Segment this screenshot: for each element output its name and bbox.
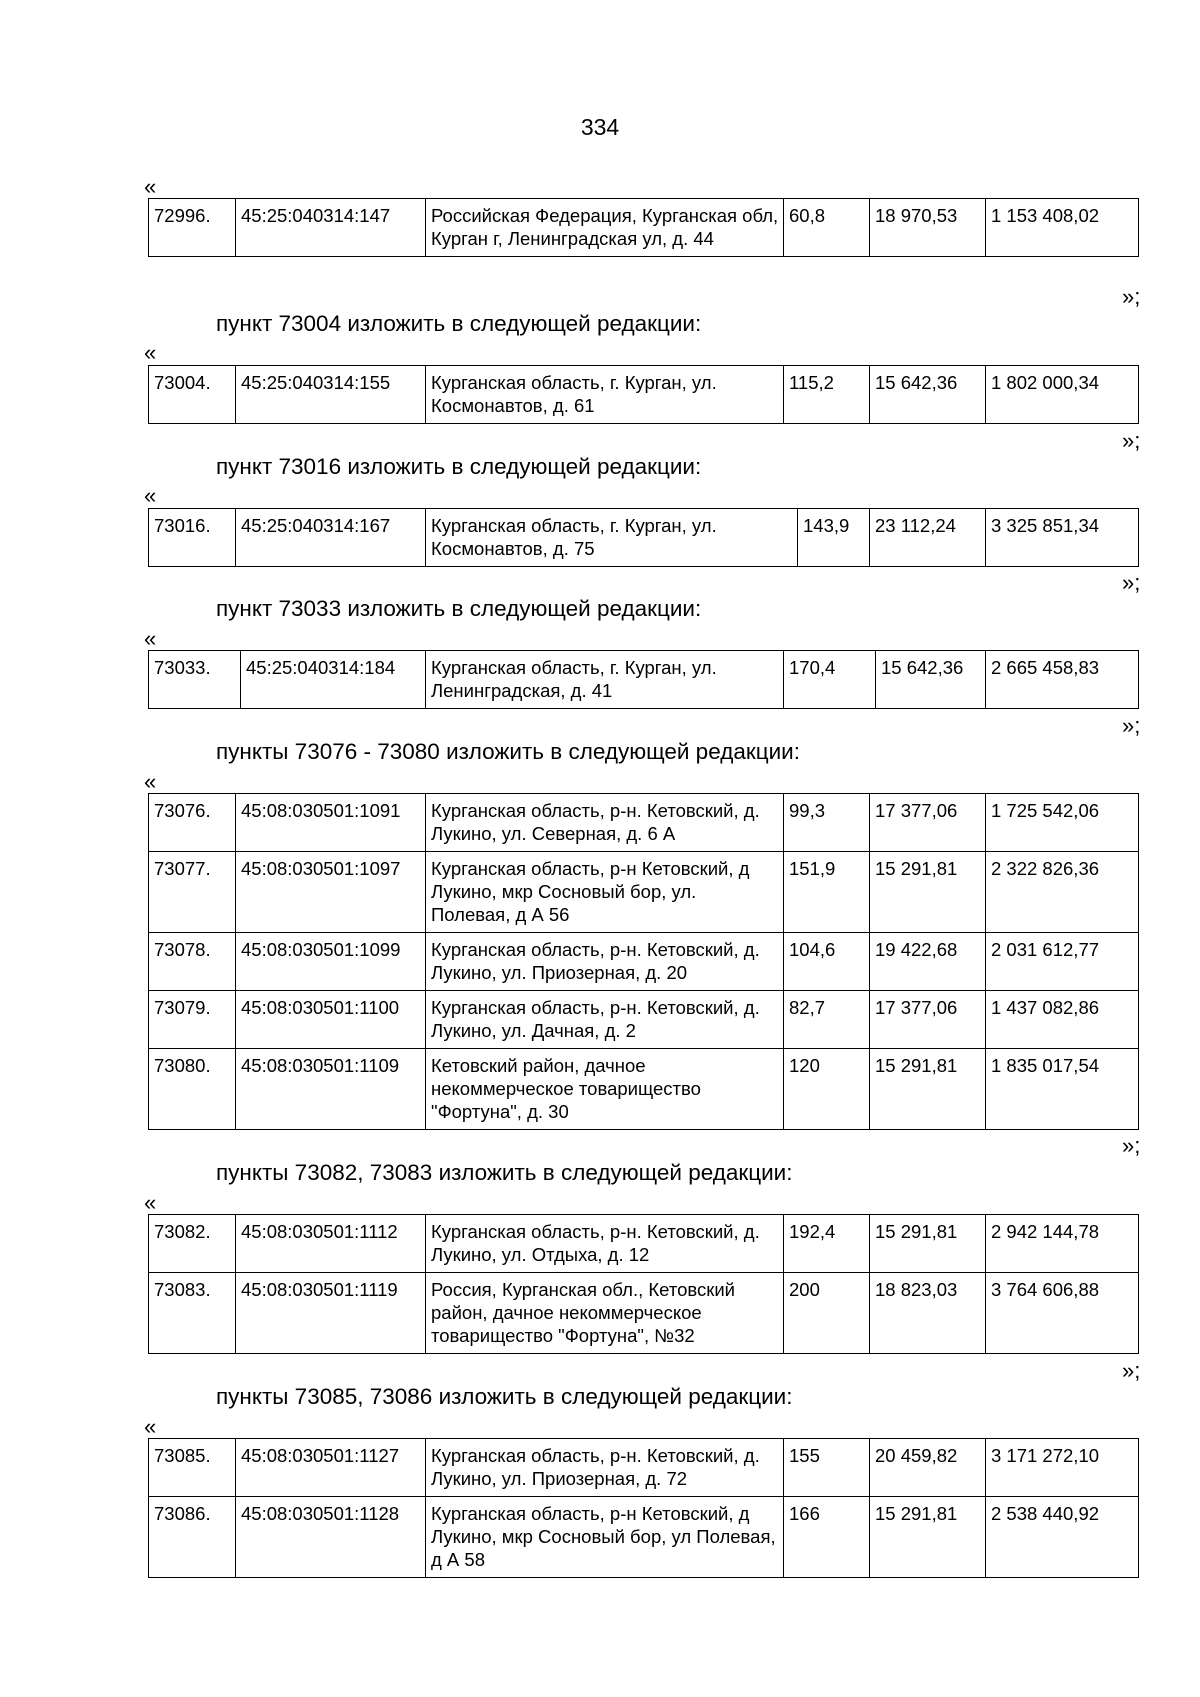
cadastral-number: 45:25:040314:155 xyxy=(236,366,426,424)
open-quote: « xyxy=(144,769,157,794)
area: 60,8 xyxy=(784,199,870,257)
open-quote: « xyxy=(144,1190,157,1215)
record-table xyxy=(148,508,1139,567)
cadastral-number: 45:08:030501:1091 xyxy=(236,794,426,852)
specific-cadastral-value: 15 291,81 xyxy=(870,1497,986,1578)
cadastral-number: 45:25:040314:184 xyxy=(241,651,426,709)
specific-cadastral-value: 20 459,82 xyxy=(870,1439,986,1497)
table-row xyxy=(149,933,1139,991)
area: 192,4 xyxy=(784,1215,870,1273)
specific-cadastral-value: 17 377,06 xyxy=(870,794,986,852)
table-row xyxy=(149,852,1139,933)
record-table xyxy=(148,1438,1139,1578)
open-quote: « xyxy=(144,1414,157,1439)
cadastral-value: 3 171 272,10 xyxy=(986,1439,1139,1497)
area: 155 xyxy=(784,1439,870,1497)
row-number: 73086. xyxy=(149,1497,236,1578)
amendment-instruction: пункт 73016 изложить в следующей редакции: xyxy=(216,454,702,479)
cadastral-value: 3 764 606,88 xyxy=(986,1273,1139,1354)
record-table xyxy=(148,650,1139,709)
address: Курганская область, р-н Кетовский, д Лукино, мкр Сосновый бор, ул Полевая, д А 58 xyxy=(426,1497,784,1578)
close-quote: »; xyxy=(1122,1358,1141,1383)
row-number: 72996. xyxy=(149,199,236,257)
specific-cadastral-value: 15 642,36 xyxy=(870,366,986,424)
specific-cadastral-value: 23 112,24 xyxy=(870,509,986,567)
amendment-instruction: пункты 73076 - 73080 изложить в следующей редакции: xyxy=(216,739,800,764)
cadastral-value: 2 538 440,92 xyxy=(986,1497,1139,1578)
row-number: 73085. xyxy=(149,1439,236,1497)
area: 166 xyxy=(784,1497,870,1578)
address: Курганская область, р-н. Кетовский, д. Лукино, ул. Северная, д. 6 А xyxy=(426,794,784,852)
specific-cadastral-value: 15 291,81 xyxy=(870,852,986,933)
area: 151,9 xyxy=(784,852,870,933)
row-number: 73078. xyxy=(149,933,236,991)
address: Курганская область, г. Курган, ул. Ленинградская, д. 41 xyxy=(426,651,784,709)
cadastral-number: 45:25:040314:167 xyxy=(236,509,426,567)
table-row xyxy=(149,199,1139,257)
specific-cadastral-value: 18 823,03 xyxy=(870,1273,986,1354)
record-table xyxy=(148,793,1139,1130)
cadastral-number: 45:08:030501:1128 xyxy=(236,1497,426,1578)
area: 120 xyxy=(784,1049,870,1130)
close-quote: »; xyxy=(1122,1133,1141,1158)
table-row xyxy=(149,991,1139,1049)
open-quote: « xyxy=(144,626,157,651)
row-number: 73080. xyxy=(149,1049,236,1130)
cadastral-value: 1 802 000,34 xyxy=(986,366,1139,424)
row-number: 73077. xyxy=(149,852,236,933)
close-quote: »; xyxy=(1122,570,1141,595)
area: 99,3 xyxy=(784,794,870,852)
row-number: 73016. xyxy=(149,509,236,567)
cadastral-number: 45:08:030501:1100 xyxy=(236,991,426,1049)
open-quote: « xyxy=(144,340,157,365)
amendment-instruction: пункт 73033 изложить в следующей редакции: xyxy=(216,596,702,621)
row-number: 73083. xyxy=(149,1273,236,1354)
address: Россия, Курганская обл., Кетовский район, дачное некоммерческое товарищество "Фортуна", №32 xyxy=(426,1273,784,1354)
cadastral-value: 2 031 612,77 xyxy=(986,933,1139,991)
address: Курганская область, р-н. Кетовский, д. Лукино, ул. Дачная, д. 2 xyxy=(426,991,784,1049)
address: Курганская область, г. Курган, ул. Космонавтов, д. 75 xyxy=(426,509,798,567)
record-table xyxy=(148,198,1139,257)
specific-cadastral-value: 17 377,06 xyxy=(870,991,986,1049)
area: 82,7 xyxy=(784,991,870,1049)
table-row xyxy=(149,651,1139,709)
cadastral-value: 1 153 408,02 xyxy=(986,199,1139,257)
cadastral-value: 2 665 458,83 xyxy=(986,651,1139,709)
cadastral-value: 3 325 851,34 xyxy=(986,509,1139,567)
table-row xyxy=(149,1049,1139,1130)
table-row xyxy=(149,366,1139,424)
cadastral-number: 45:08:030501:1109 xyxy=(236,1049,426,1130)
cadastral-value: 1 835 017,54 xyxy=(986,1049,1139,1130)
row-number: 73076. xyxy=(149,794,236,852)
specific-cadastral-value: 15 291,81 xyxy=(870,1215,986,1273)
open-quote: « xyxy=(144,174,157,199)
specific-cadastral-value: 15 291,81 xyxy=(870,1049,986,1130)
address: Курганская область, р-н. Кетовский, д. Лукино, ул. Приозерная, д. 20 xyxy=(426,933,784,991)
area: 104,6 xyxy=(784,933,870,991)
open-quote: « xyxy=(144,483,157,508)
area: 115,2 xyxy=(784,366,870,424)
row-number: 73004. xyxy=(149,366,236,424)
cadastral-value: 1 725 542,06 xyxy=(986,794,1139,852)
cadastral-number: 45:25:040314:147 xyxy=(236,199,426,257)
address: Курганская область, г. Курган, ул. Космонавтов, д. 61 xyxy=(426,366,784,424)
amendment-instruction: пункты 73085, 73086 изложить в следующей редакции: xyxy=(216,1384,793,1409)
cadastral-number: 45:08:030501:1112 xyxy=(236,1215,426,1273)
address: Кетовский район, дачное некоммерческое товарищество "Фортуна", д. 30 xyxy=(426,1049,784,1130)
cadastral-value: 2 942 144,78 xyxy=(986,1215,1139,1273)
record-table xyxy=(148,1214,1139,1354)
table-row xyxy=(149,1497,1139,1578)
specific-cadastral-value: 19 422,68 xyxy=(870,933,986,991)
table-row xyxy=(149,1215,1139,1273)
address: Курганская область, р-н. Кетовский, д. Лукино, ул. Приозерная, д. 72 xyxy=(426,1439,784,1497)
close-quote: »; xyxy=(1122,284,1141,309)
specific-cadastral-value: 18 970,53 xyxy=(870,199,986,257)
close-quote: »; xyxy=(1122,713,1141,738)
cadastral-number: 45:08:030501:1127 xyxy=(236,1439,426,1497)
table-row xyxy=(149,794,1139,852)
amendment-instruction: пункт 73004 изложить в следующей редакции: xyxy=(216,311,702,336)
row-number: 73082. xyxy=(149,1215,236,1273)
table-row xyxy=(149,1273,1139,1354)
record-table xyxy=(148,365,1139,424)
page-number: 334 xyxy=(580,114,620,140)
cadastral-number: 45:08:030501:1099 xyxy=(236,933,426,991)
address: Курганская область, р-н. Кетовский, д. Лукино, ул. Отдыха, д. 12 xyxy=(426,1215,784,1273)
specific-cadastral-value: 15 642,36 xyxy=(876,651,986,709)
row-number: 73079. xyxy=(149,991,236,1049)
table-row xyxy=(149,1439,1139,1497)
cadastral-number: 45:08:030501:1119 xyxy=(236,1273,426,1354)
row-number: 73033. xyxy=(149,651,241,709)
area: 143,9 xyxy=(798,509,870,567)
cadastral-value: 2 322 826,36 xyxy=(986,852,1139,933)
close-quote: »; xyxy=(1122,428,1141,453)
table-row xyxy=(149,509,1139,567)
cadastral-value: 1 437 082,86 xyxy=(986,991,1139,1049)
area: 200 xyxy=(784,1273,870,1354)
address: Российская Федерация, Курганская обл, Курган г, Ленинградская ул, д. 44 xyxy=(426,199,784,257)
address: Курганская область, р-н Кетовский, д Лукино, мкр Сосновый бор, ул. Полевая, д А 56 xyxy=(426,852,784,933)
amendment-instruction: пункты 73082, 73083 изложить в следующей редакции: xyxy=(216,1160,793,1185)
cadastral-number: 45:08:030501:1097 xyxy=(236,852,426,933)
area: 170,4 xyxy=(784,651,876,709)
